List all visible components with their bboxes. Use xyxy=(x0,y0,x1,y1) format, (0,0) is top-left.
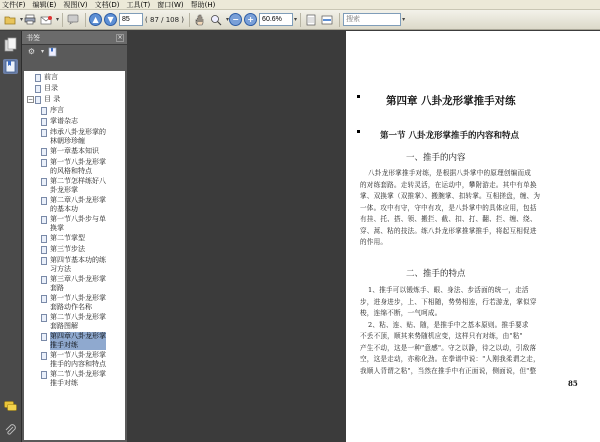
page-number: 85 xyxy=(568,379,578,388)
bookmark-label: 目 录 xyxy=(44,95,61,103)
text-line: 步，进身进步，上、下相随，势势相连，行若游龙，掌似穿 xyxy=(360,297,537,306)
new-bookmark-icon[interactable] xyxy=(47,47,58,57)
next-page-icon[interactable]: ▼ xyxy=(104,13,117,26)
text-line: 八卦龙形掌推手对练，是根据八卦掌中的原理创编而成 xyxy=(368,169,532,177)
bookmark-page-icon xyxy=(41,107,47,115)
bookmark-page-icon xyxy=(41,197,47,205)
email-icon[interactable] xyxy=(39,13,53,27)
zoom-level-input[interactable] xyxy=(259,13,293,26)
bookmark-page-icon xyxy=(35,85,41,93)
select-hand-icon[interactable] xyxy=(193,13,207,27)
text-line: 产生不动，这是一种"意感"。守之以静，待之以动，引敌落 xyxy=(360,343,537,352)
bookmark-item[interactable] xyxy=(41,294,106,312)
bookmark-item[interactable] xyxy=(41,313,106,331)
collapse-icon[interactable]: − xyxy=(28,96,34,103)
bookmark-label: 第一节八卦龙形掌 xyxy=(50,294,106,302)
chapter-title: 第四章 八卦龙形掌推手对练 xyxy=(386,95,516,107)
open-folder-icon[interactable] xyxy=(3,13,17,27)
bookmark-label: 第一节八卦龙形掌 xyxy=(50,158,106,166)
bookmark-label: 第一节八卦龙形掌 xyxy=(50,351,106,359)
subheading-content: 一、推手的内容 xyxy=(406,153,466,163)
panel-toolbar xyxy=(22,45,127,58)
bookmarks-panel xyxy=(22,31,127,442)
text-line: 2、粘、连、贴、随，是推手中之基本原则。推手要求 xyxy=(368,320,529,329)
text-line: 1、推手可以锻炼手、眼、身法、步活面的统一，走活 xyxy=(368,286,529,294)
panel-header xyxy=(22,31,127,45)
bookmark-page-icon xyxy=(41,129,47,137)
bookmark-page-icon xyxy=(41,178,47,186)
page-mark xyxy=(357,95,360,98)
text-line: 不丢不顶，顺其来势随机应变，这样只有对练，由"粘" xyxy=(360,332,523,340)
bookmark-item[interactable] xyxy=(35,84,58,93)
bookmark-label-cont: 套路动作名称 xyxy=(50,303,92,311)
toolbar-divider xyxy=(85,13,86,27)
document-view[interactable] xyxy=(127,31,600,442)
menu-item[interactable]: 文档(D) xyxy=(94,0,120,9)
bookmark-item[interactable] xyxy=(41,128,106,146)
text-line: 的作用。 xyxy=(360,238,388,246)
bookmark-item[interactable] xyxy=(41,117,78,126)
bookmark-label-cont: 换掌 xyxy=(50,224,64,232)
close-icon[interactable]: × xyxy=(117,34,123,41)
zoom-in-icon[interactable]: + xyxy=(244,13,257,26)
bookmark-label: 目录 xyxy=(44,84,58,92)
text-line: 有挂、托、搭、领、搬拦、截、扣、打、翻、拦、缠、绕、 xyxy=(360,215,537,223)
menu-item[interactable]: 窗口(W) xyxy=(157,0,184,9)
bookmark-label-cont: 习方法 xyxy=(50,265,71,273)
attachment-icon[interactable] xyxy=(4,424,17,435)
bookmark-label-cont: 卦龙形掌 xyxy=(50,186,78,194)
bookmark-page-icon xyxy=(41,246,47,254)
bookmark-item[interactable] xyxy=(35,95,60,104)
bookmark-page-icon xyxy=(41,118,47,126)
bookmark-label: 第二章八卦龙形掌 xyxy=(50,196,106,204)
menu-bar xyxy=(0,0,600,10)
toolbar-divider xyxy=(339,13,340,27)
toolbar xyxy=(0,10,600,30)
bookmark-page-icon xyxy=(41,333,47,341)
text-line: 梭，连绵不断，一气呵成。 xyxy=(360,309,442,317)
text-line: 的对练套路。走转灵活，在运动中，攀附游走。其中有单换 xyxy=(360,180,537,189)
toolbar-divider xyxy=(62,13,63,27)
chevron-down-icon[interactable]: ▾ xyxy=(20,16,24,23)
print-icon[interactable] xyxy=(23,13,37,27)
section-title: 第一节 八卦龙形掌推手的内容和特点 xyxy=(380,131,519,141)
comment-icon[interactable] xyxy=(66,13,80,27)
bookmark-item[interactable] xyxy=(41,196,106,214)
bookmark-item[interactable] xyxy=(41,158,106,176)
text-line: 穿、蒿、粘的技法。练八卦龙形掌推掌推手，将起互相促进 xyxy=(360,226,537,235)
bookmark-page-icon xyxy=(41,295,47,303)
text-line: 掌、双换掌（双推掌）、搬腕掌、扣转掌。互相搓盘，缠、为 xyxy=(360,192,541,200)
fit-page-icon[interactable] xyxy=(304,13,318,27)
bookmark-item[interactable] xyxy=(41,351,106,369)
menu-item[interactable]: 编辑(E) xyxy=(32,0,57,9)
bookmark-page-icon xyxy=(41,352,47,360)
bookmark-item[interactable] xyxy=(41,245,85,254)
bookmark-label: 第四节基本功的练 xyxy=(50,256,106,264)
menu-item[interactable]: 视图(V) xyxy=(63,0,88,9)
previous-page-icon[interactable]: ▲ xyxy=(89,13,102,26)
search-input[interactable] xyxy=(343,13,401,26)
bookmark-page-icon xyxy=(41,371,47,379)
bookmark-item[interactable] xyxy=(41,234,85,243)
bookmark-item[interactable] xyxy=(41,275,106,293)
bookmark-label: 第三节步法 xyxy=(50,245,85,253)
zoom-out-icon[interactable]: − xyxy=(229,13,242,26)
bookmark-page-icon xyxy=(41,216,47,224)
bookmark-page-icon xyxy=(41,257,47,265)
bookmark-tree xyxy=(24,71,125,440)
panel-title: 书签 xyxy=(26,33,40,42)
bookmark-item[interactable] xyxy=(41,370,106,388)
page-sheet xyxy=(346,31,600,442)
bookmark-page-icon xyxy=(41,148,47,156)
page-mark xyxy=(357,130,360,133)
page-number-input[interactable] xyxy=(119,13,143,26)
menu-item[interactable]: 工具(T) xyxy=(126,0,151,9)
menu-item[interactable]: 文件(F) xyxy=(2,0,26,9)
comments-icon[interactable] xyxy=(4,401,17,412)
chevron-down-icon[interactable]: ▾ xyxy=(226,16,230,23)
fit-width-icon[interactable] xyxy=(320,13,334,27)
bookmarks-icon[interactable] xyxy=(3,59,18,74)
text-line: 我顺人背谓之粘"，当然在推手中有正面说，侧面说，但"整 xyxy=(360,366,537,375)
bookmark-item[interactable] xyxy=(41,177,106,195)
bookmark-item[interactable] xyxy=(41,332,106,350)
bookmark-label: 第三章八卦龙形掌 xyxy=(50,275,106,283)
bookmark-label-cont: 推手对练 xyxy=(50,341,106,350)
bookmark-label: 前言 xyxy=(44,73,58,81)
bookmark-item[interactable] xyxy=(41,106,64,115)
bookmark-label-cont: 的基本功 xyxy=(50,205,78,213)
subheading-features: 二、推手的特点 xyxy=(406,269,466,279)
bookmark-item[interactable] xyxy=(41,215,106,233)
bookmark-label: 第二节掌型 xyxy=(50,234,85,242)
bookmark-label-cont: 的风格和特点 xyxy=(50,167,92,175)
bookmark-label-cont: 推手的内容和特点 xyxy=(50,360,106,368)
bookmark-item[interactable] xyxy=(41,147,99,156)
bookmark-label: 第二节八卦龙形掌 xyxy=(50,313,106,321)
menu-item[interactable]: 帮助(H) xyxy=(190,0,216,9)
text-line: 一体。攻中有守，守中有攻，是八卦掌中的具体应用，包括 xyxy=(360,203,537,212)
chevron-down-icon[interactable]: ▾ xyxy=(56,16,60,23)
page-count-label: ( 87 / 108 ) xyxy=(145,15,185,24)
chevron-down-icon[interactable]: ▾ xyxy=(41,48,45,55)
bookmark-page-icon xyxy=(35,96,41,104)
bookmark-label: 第一节八卦步与单 xyxy=(50,215,106,223)
bookmark-page-icon xyxy=(41,235,47,243)
pages-icon[interactable] xyxy=(3,37,18,52)
bookmark-page-icon xyxy=(41,314,47,322)
toolbar-divider xyxy=(300,13,301,27)
navigation-rail xyxy=(0,31,22,442)
bookmark-label: 第一章基本知识 xyxy=(50,147,99,155)
chevron-down-icon[interactable]: ▾ xyxy=(402,16,406,23)
bookmark-label-cont: 林朝珍珍缠 xyxy=(50,137,85,145)
bookmark-label: 纬承八卦龙形掌的 xyxy=(50,128,106,136)
toolbar-divider xyxy=(189,13,190,27)
chevron-down-icon[interactable]: ▾ xyxy=(294,16,298,23)
bookmark-label: 第二节八卦龙形掌 xyxy=(50,370,106,378)
bookmark-page-icon xyxy=(41,159,47,167)
bookmark-label-cont: 推手对练 xyxy=(50,379,78,387)
bookmark-label: 掌谱杂志 xyxy=(50,117,78,125)
zoom-marquee-icon[interactable] xyxy=(209,13,223,27)
bookmark-item[interactable] xyxy=(35,73,58,82)
bookmark-page-icon xyxy=(35,74,41,82)
bookmark-item[interactable] xyxy=(41,256,106,274)
bookmark-page-icon xyxy=(41,276,47,284)
bookmark-label: 第四章八卦龙形掌 xyxy=(50,332,106,340)
bookmark-label-cont: 套路 xyxy=(50,284,64,292)
options-gear-icon[interactable]: ⚙ xyxy=(27,46,36,56)
bookmark-label-cont: 套路图解 xyxy=(50,322,78,330)
text-line: 空，这是走动，亦称化劲。在拳谱中说："人刚我柔谓之走， xyxy=(360,355,540,363)
bookmark-label: 序言 xyxy=(50,106,64,114)
bookmark-label: 第二节怎样练好八 xyxy=(50,177,106,185)
